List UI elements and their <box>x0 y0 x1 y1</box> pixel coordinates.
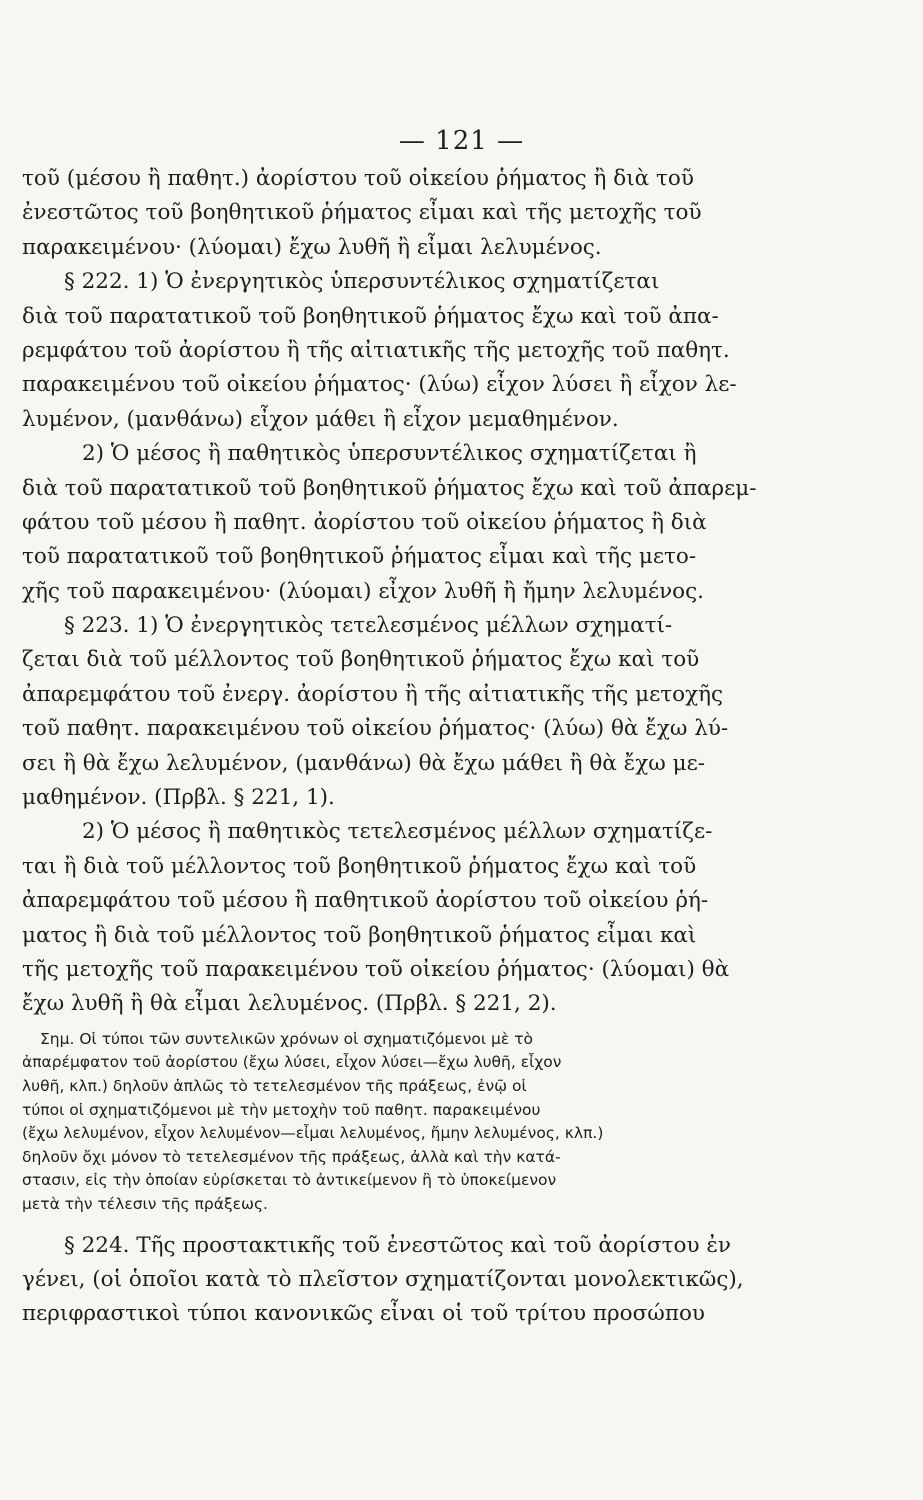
text-line: τοῦ παρατατικοῦ τοῦ βοηθητικοῦ ῥήματος εἶμαι καὶ τῆς μετο- <box>22 544 697 570</box>
text-line: § 222. 1) Ὁ ἐνεργητικὸς ὑπερσυντέλικος σχηματίζεται <box>64 269 660 295</box>
text-line: § 224. Τῆς προστακτικῆς τοῦ ἐνεστῶτος καὶ τοῦ ἀορίστου ἐν <box>64 1232 731 1258</box>
footnote-note <box>22 1028 902 1217</box>
note-line: δηλοῦν ὄχι μόνον τὸ τετελεσμένον τῆς πράξεως, ἀλλὰ καὶ τὴν κατά- <box>22 1147 561 1166</box>
text-line: φάτου τοῦ μέσου ἢ παθητ. ἀορίστου τοῦ οἰκείου ῥήματος ἢ διὰ <box>22 509 707 535</box>
note-line: λυθῆ, κλπ.) δηλοῦν ἁπλῶς τὸ τετελεσμένον τῆς πράξεως, ἐνῷ οἱ <box>22 1076 527 1095</box>
text-line: περιφραστικοὶ τύποι κανονικῶς εἶναι οἱ τοῦ τρίτου προσώπου <box>22 1301 705 1327</box>
note-line: Σημ. Οἱ τύποι τῶν συντελικῶν χρόνων οἱ σχηματιζόμενοι μὲ τὸ <box>40 1029 534 1048</box>
text-line: § 223. 1) Ὁ ἐνεργητικὸς τετελεσμένος μέλλων σχηματί- <box>64 613 673 639</box>
text-line: διὰ τοῦ παρατατικοῦ τοῦ βοηθητικοῦ ῥήματος ἔχω καὶ τοῦ ἀπα- <box>22 303 719 329</box>
text-line: μαθημένον. (Πρβλ. § 221, 1). <box>22 785 335 811</box>
note-line: τύποι οἱ σχηματιζόμενοι μὲ τὴν μετοχὴν τοῦ παθητ. παρακειμένου <box>22 1100 541 1119</box>
note-line: στασιν, εἰς τὴν ὁποίαν εὑρίσκεται τὸ ἀντικείμενον ἢ τὸ ὑποκείμενον <box>22 1171 557 1190</box>
text-line: ἀπαρεμφάτου τοῦ μέσου ἢ παθητικοῦ ἀορίστου τοῦ οἰκείου ῥή- <box>22 888 709 914</box>
text-line: ἔχω λυθῆ ἢ θὰ εἶμαι λελυμένος. (Πρβλ. § 221, 2). <box>22 991 557 1017</box>
page-number: — 121 — <box>398 126 525 156</box>
text-line: ἐνεστῶτος τοῦ βοηθητικοῦ ῥήματος εἶμαι καὶ τῆς μετοχῆς τοῦ <box>22 200 702 226</box>
text-line: τοῦ παθητ. παρακειμένου τοῦ οἰκείου ῥήματος· (λύω) θὰ ἔχω λύ- <box>22 716 729 742</box>
section-223-2 <box>22 815 902 1021</box>
note-line: ἀπαρέμφατον τοῦ ἀορίστου (ἔχω λύσει, εἶχον λύσει—ἔχω λυθῆ, εἶχον <box>22 1053 562 1072</box>
text-line: τῆς μετοχῆς τοῦ παρακειμένου τοῦ οἰκείου ῥήματος· (λύομαι) θὰ <box>22 956 730 982</box>
text-line: ἀπαρεμφάτου τοῦ ἐνεργ. ἀορίστου ἢ τῆς αἰτιατικῆς τῆς μετοχῆς <box>22 681 724 707</box>
text-line: χῆς τοῦ παρακειμένου· (λύομαι) εἶχον λυθῆ ἢ ἤμην λελυμένος. <box>22 578 704 604</box>
text-line: παρακειμένου τοῦ οἰκείου ῥήματος· (λύω) εἶχον λύσει ἢ εἶχον λε- <box>22 372 737 398</box>
section-224 <box>22 1229 902 1332</box>
text-line: παρακειμένου· (λύομαι) ἔχω λυθῆ ἢ εἶμαι λελυμένος. <box>22 234 602 260</box>
text-line: γένει, (οἱ ὁποῖοι κατὰ τὸ πλεῖστον σχηματίζονται μονολεκτικῶς), <box>22 1266 744 1292</box>
text-line: ματος ἢ διὰ τοῦ μέλλοντος τοῦ βοηθητικοῦ ῥήματος εἶμαι καὶ <box>22 922 697 948</box>
section-223-1 <box>22 609 902 815</box>
text-line: 2) Ὁ μέσος ἢ παθητικὸς τετελεσμένος μέλλων σχηματίζε- <box>82 819 713 845</box>
text-line: ζεται διὰ τοῦ μέλλοντος τοῦ βοηθητικοῦ ῥήματος ἔχω καὶ τοῦ <box>22 647 700 673</box>
section-222-2 <box>22 437 902 609</box>
text-line: διὰ τοῦ παρατατικοῦ τοῦ βοηθητικοῦ ῥήματος ἔχω καὶ τοῦ ἀπαρεμ- <box>22 475 757 501</box>
text-line: 2) Ὁ μέσος ἢ παθητικὸς ὑπερσυντέλικος σχηματίζεται ἢ <box>82 441 697 467</box>
text-line: σει ἢ θὰ ἔχω λελυμένον, (μανθάνω) θὰ ἔχω μάθει ἢ θὰ ἔχω με- <box>22 750 705 776</box>
paragraph-continuation <box>22 162 902 265</box>
section-222-1 <box>22 265 902 437</box>
text-line: ρεμφάτου τοῦ ἀορίστου ἢ τῆς αἰτιατικῆς τῆς μετοχῆς τοῦ παθητ. <box>22 337 730 363</box>
body-text <box>22 162 902 1332</box>
note-line: (ἔχω λελυμένον, εἶχον λελυμένον—εἶμαι λελυμένος, ἤμην λελυμένος, κλπ.) <box>22 1124 604 1143</box>
text-line: τοῦ (μέσου ἢ παθητ.) ἀορίστου τοῦ οἰκείου ῥήματος ἢ διὰ τοῦ <box>22 166 694 191</box>
text-line: λυμένον, (μανθάνω) εἶχον μάθει ἢ εἶχον μεμαθημένον. <box>22 406 619 432</box>
text-line: ται ἢ διὰ τοῦ μέλλοντος τοῦ βοηθητικοῦ ῥήματος ἔχω καὶ τοῦ <box>22 853 697 879</box>
note-line: μετὰ τὴν τέλεσιν τῆς πράξεως. <box>22 1194 268 1213</box>
